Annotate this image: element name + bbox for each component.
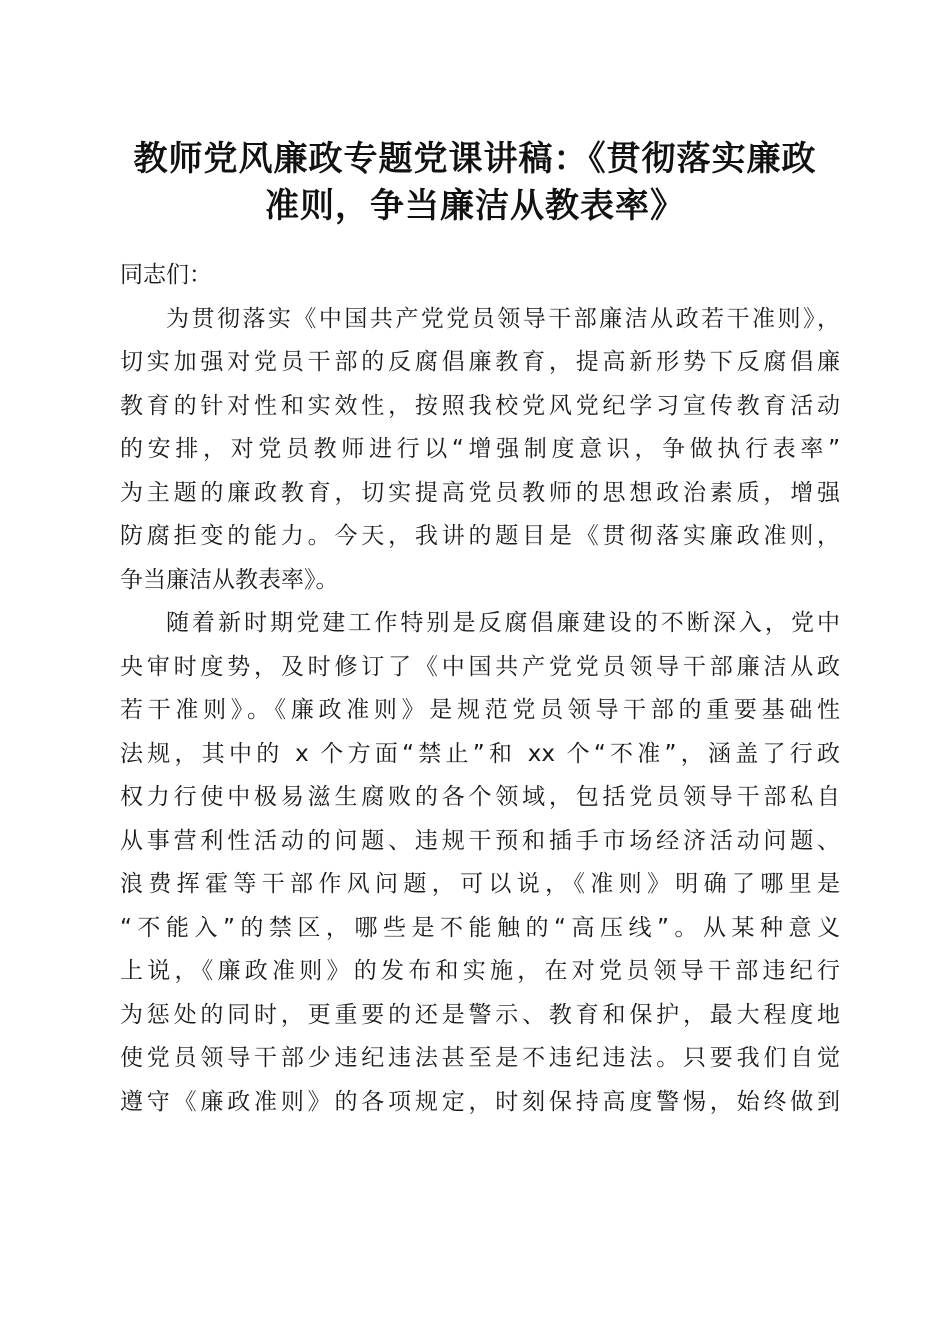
title-line-2: 准则，争当廉洁从教表率》 [265, 186, 685, 226]
paragraph-line: 从事营利性活动的问题、违规干预和插手市场经济活动问题、 [120, 827, 840, 854]
paragraph-line: 上说，《廉政准则》的发布和实施，在对党员领导干部违纪行 [120, 958, 840, 984]
paragraph-line: 若干准则》。《廉政准则》是规范党员领导干部的重要基础性 [120, 697, 840, 723]
paragraph-line: 法规，其中的 x 个方面“禁止”和 xx 个“不准”，涵盖了行政 [120, 740, 840, 767]
paragraph-line: 为贯彻落实《中国共产党党员领导干部廉洁从政若干准则》， [166, 305, 840, 332]
paragraph-line: 争当廉洁从教表率》。 [120, 566, 339, 593]
title-line-1: 教师党风廉政专题党课讲稿：《贯彻落实廉政 [133, 139, 817, 179]
paragraph-line: “不能入”的禁区，哪些是不能触的“高压线”。从某种意义 [120, 914, 840, 941]
paragraph-line: 使党员领导干部少违纪违法甚至是不违纪违法。只要我们自觉 [120, 1045, 840, 1071]
paragraph-line: 防腐拒变的能力。今天，我讲的题目是《贯彻落实廉政准则， [120, 523, 840, 549]
paragraph-2 [120, 602, 840, 1124]
paragraph-line: 权力行使中极易滋生腐败的各个领域，包括党员领导干部私自 [120, 784, 840, 810]
paragraph-line: 随着新时期党建工作特别是反腐倡廉建设的不断深入，党中 [166, 610, 840, 636]
document-title [100, 136, 850, 230]
paragraph-line: 为主题的廉政教育，切实提高党员教师的思想政治素质，增强 [120, 479, 840, 506]
paragraph-line: 的安排，对党员教师进行以“增强制度意识，争做执行表率” [120, 436, 840, 462]
paragraph-1 [120, 298, 840, 603]
paragraph-line: 为惩处的同时，更重要的还是警示、教育和保护，最大程度地 [120, 1001, 840, 1028]
paragraph-line: 浪费挥霍等干部作风问题，可以说，《准则》明确了哪里是 [120, 871, 840, 897]
paragraph-line: 教育的针对性和实效性，按照我校党风党纪学习宣传教育活动 [120, 392, 840, 419]
paragraph-line: 遵守《廉政准则》的各项规定，时刻保持高度警惕，始终做到 [120, 1088, 840, 1115]
salutation: 同志们： [120, 262, 212, 288]
paragraph-line: 央审时度势，及时修订了《中国共产党党员领导干部廉洁从政 [120, 653, 840, 680]
document-body [120, 254, 840, 1124]
paragraph-line: 切实加强对党员干部的反腐倡廉教育，提高新形势下反腐倡廉 [120, 349, 840, 375]
